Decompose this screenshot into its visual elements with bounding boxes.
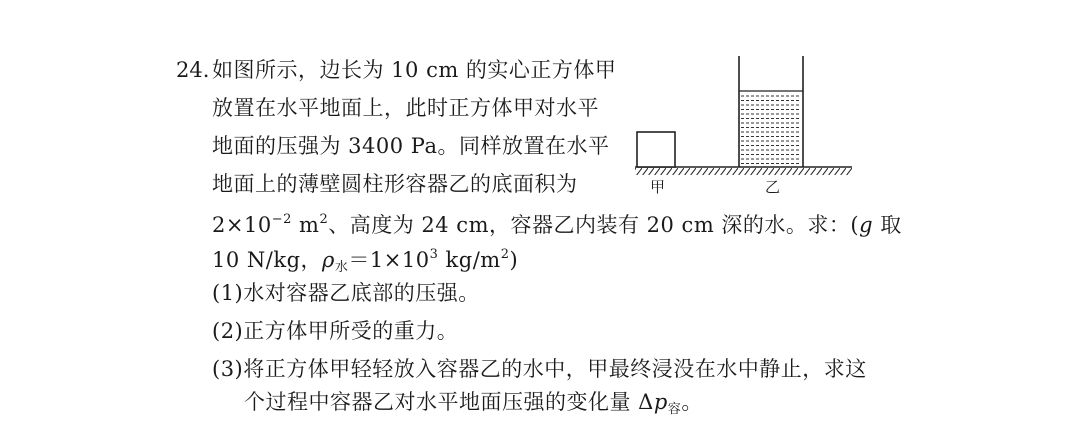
- sub3-part2: 。: [681, 390, 703, 414]
- sub-question-1: (1)水对容器乙底部的压强。: [212, 281, 480, 305]
- water-dashes: [741, 96, 801, 164]
- line6-part2: ＝1×10: [348, 248, 430, 272]
- question-number: 24.: [176, 58, 210, 82]
- physics-figure: [630, 48, 860, 203]
- line5-sup2: 2: [319, 212, 329, 227]
- ground-hatching: [635, 168, 852, 175]
- line6-rho-symbol: ρ: [322, 248, 335, 272]
- sub3-part1: 个过程中容器乙对水平地面压强的变化量 Δ: [244, 390, 654, 414]
- line5-part1: 2×10: [212, 213, 272, 237]
- figure-label-jia: 甲: [650, 178, 666, 196]
- line5-g-symbol: g: [859, 213, 874, 237]
- question-line-5: [212, 205, 902, 240]
- figure-label-yi: 乙: [765, 178, 781, 196]
- sub-question-3-line-2: [244, 387, 703, 425]
- question-line-3: 地面的压强为 3400 Pa。同样放置在水平: [212, 134, 610, 158]
- cube-jia: [637, 132, 675, 167]
- line6-part1: 10 N/kg，: [212, 248, 323, 272]
- line6-rho-subscript: 水: [334, 260, 349, 275]
- question-line-4: 地面上的薄壁圆柱形容器乙的底面积为: [212, 172, 578, 196]
- line6-sup2: 2: [500, 247, 510, 262]
- line5-part3: 、高度为 24 cm，容器乙内装有 20 cm 深的水。求：(: [328, 213, 860, 237]
- line6-part3: kg/m: [438, 248, 501, 272]
- question-line-2: 放置在水平地面上，此时正方体甲对水平: [212, 96, 599, 120]
- sub3-p-symbol: p: [653, 390, 668, 414]
- sub-question-2: (2)正方体甲所受的重力。: [212, 319, 459, 343]
- line6-part4: ): [509, 248, 519, 272]
- sub3-p-subscript: 容: [667, 402, 682, 417]
- sub-question-3-line-1: (3)将正方体甲轻轻放入容器乙的水中，甲最终浸没在水中静止，求这: [212, 357, 867, 381]
- line5-sup1: −2: [271, 212, 292, 227]
- line5-part4: 取: [873, 213, 902, 237]
- question-line-6: [212, 240, 518, 283]
- line6-sup1: 3: [429, 247, 439, 262]
- question-line-1: 如图所示，边长为 10 cm 的实心正方体甲: [212, 58, 617, 82]
- line5-part2: m: [291, 213, 320, 237]
